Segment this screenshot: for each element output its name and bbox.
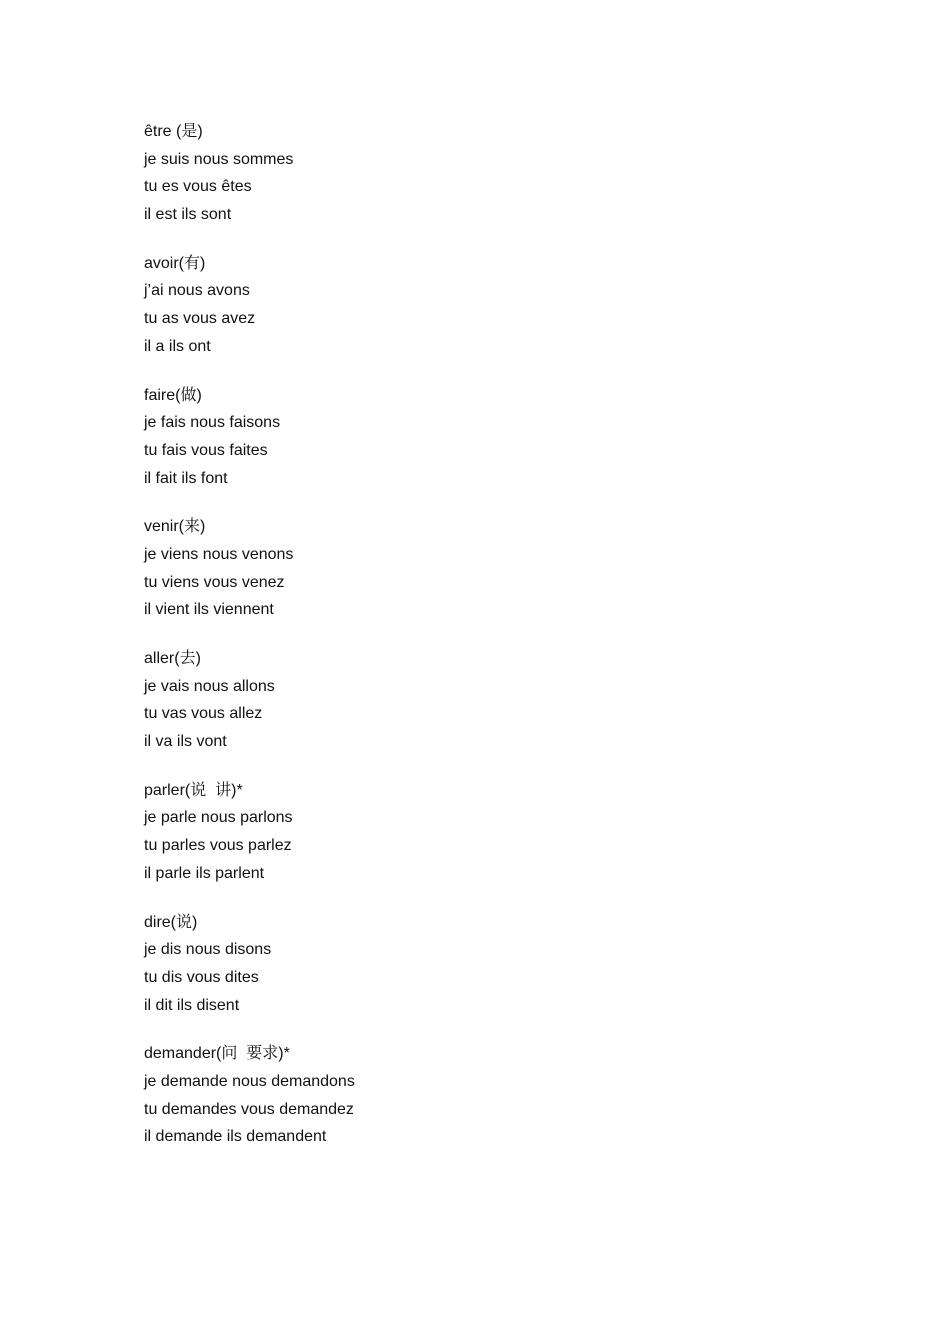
verb-title: être (是) bbox=[144, 123, 203, 140]
conjugation-line: il va ils vont bbox=[144, 733, 227, 751]
conjugation-line: tu parles vous parlez bbox=[144, 837, 292, 855]
verb-title: dire(说) bbox=[144, 913, 198, 931]
verb-title: demander(问 要求)* bbox=[144, 1045, 290, 1063]
conjugation-line: il parle ils parlent bbox=[144, 864, 265, 882]
verb-block-etre bbox=[144, 118, 744, 229]
verb-block-faire bbox=[144, 382, 744, 493]
verb-title: parler(说 讲)* bbox=[144, 781, 243, 799]
conjugation-line: tu dis vous dites bbox=[144, 968, 259, 986]
verb-block-parler bbox=[144, 777, 744, 888]
conjugation-line: je vais nous allons bbox=[144, 677, 275, 695]
conjugation-line: je suis nous sommes bbox=[144, 150, 294, 168]
verb-title: aller(去) bbox=[144, 650, 201, 667]
conjugation-line: tu demandes vous demandez bbox=[144, 1100, 354, 1118]
verb-title: faire(做) bbox=[144, 386, 202, 404]
verb-block-venir bbox=[144, 513, 744, 624]
conjugation-line: tu viens vous venez bbox=[144, 573, 285, 591]
conjugation-line: je parle nous parlons bbox=[144, 809, 293, 827]
conjugation-line: je fais nous faisons bbox=[144, 414, 281, 432]
conjugation-line: il vient ils viennent bbox=[144, 601, 274, 619]
conjugation-line: tu fais vous faites bbox=[144, 441, 268, 459]
conjugation-line: il fait ils font bbox=[144, 469, 228, 487]
conjugation-line: je demande nous demandons bbox=[144, 1072, 355, 1090]
verb-block-dire bbox=[144, 909, 744, 1020]
verb-title: venir(来) bbox=[144, 518, 206, 536]
conjugation-line: tu es vous êtes bbox=[144, 178, 252, 196]
conjugation-line: je viens nous venons bbox=[144, 545, 294, 563]
conjugation-line: j’ai nous avons bbox=[144, 282, 250, 300]
conjugation-line: je dis nous disons bbox=[144, 941, 272, 959]
verb-title: avoir(有) bbox=[144, 254, 206, 272]
verb-block-demander bbox=[144, 1040, 744, 1151]
verb-block-aller bbox=[144, 645, 744, 756]
conjugation-line: tu vas vous allez bbox=[144, 705, 263, 723]
conjugation-line: il dit ils disent bbox=[144, 996, 240, 1014]
conjugation-line: il a ils ont bbox=[144, 337, 211, 355]
verb-block-avoir bbox=[144, 250, 744, 361]
conjugation-line: il demande ils demandent bbox=[144, 1128, 327, 1146]
conjugation-line: tu as vous avez bbox=[144, 310, 256, 328]
conjugation-line: il est ils sont bbox=[144, 206, 232, 224]
verb-conjugation-list bbox=[144, 118, 744, 1172]
